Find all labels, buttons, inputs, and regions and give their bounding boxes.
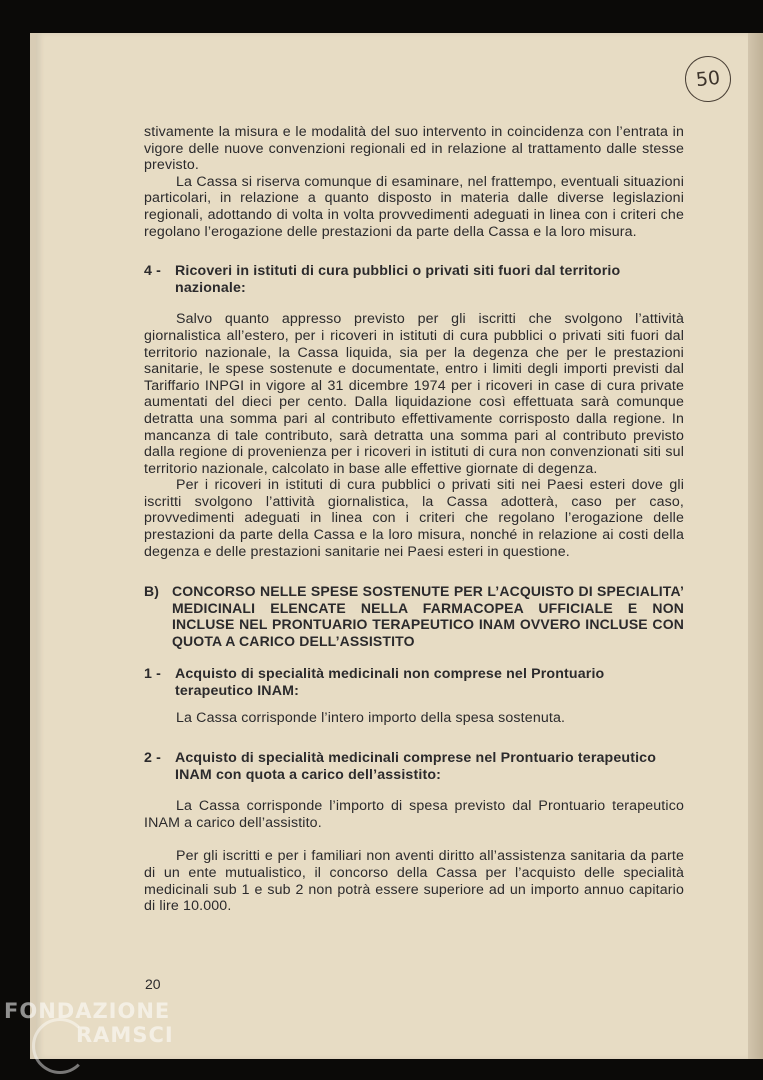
item-title: Acquisto di specialità medicinali non comprese nel Prontuario terapeutico INAM:: [175, 666, 605, 699]
paragraph: stivamente la misura e le modalità del suo intervento in coincidenza con l’entrata in vigore delle nuove convenzioni regionali ed in relazione al trattamento dalle stesse previsto.: [144, 124, 684, 174]
watermark-line: FONDAZIONE: [4, 999, 171, 1023]
paragraph: La Cassa corrisponde l’importo di spesa previsto dal Prontuario terapeutico INAM a carico dell’assistito.: [144, 798, 684, 831]
item-1-heading: [144, 666, 684, 699]
item-title: Acquisto di specialità medicinali comprese nel Prontuario terapeutico INAM con quota a carico dell’assistito:: [175, 750, 657, 783]
section-b-heading: [144, 583, 684, 649]
paragraph: La Cassa corrisponde l’intero importo della spesa sostenuta.: [176, 710, 566, 727]
item-2-heading: [144, 750, 684, 783]
section-4-heading: [144, 263, 684, 296]
paragraph: Per i ricoveri in istituti di cura pubblici o privati siti nei Paesi esteri dove gli iscritti svolgono l’attività giornalistica, la Cassa adotterà, caso per caso, provvedimenti adeguati in linea con i criteri che regolano l’erogazione delle prestazioni da parte della Cassa e la loro misura, nonché in relazione ai costi della degenza e delle prestazioni sanitarie nei Paesi esteri in questione.: [144, 477, 684, 560]
page-number: 20: [145, 976, 161, 992]
section-title: Ricoveri in istituti di cura pubblici o privati siti fuori dal territorio nazionale:: [175, 263, 621, 296]
paragraph: Per gli iscritti e per i familiari non aventi diritto all’assistenza sanitaria da parte di un ente mutualistico, il concorso della Cassa per l’acquisto delle specialità medicinali sub 1 e sub 2 non potrà essere superiore ad un importo annuo capitario di lire 10.000.: [144, 848, 684, 915]
watermark: [4, 999, 174, 1047]
section-number: 4 -: [144, 263, 162, 280]
handwritten-page-stamp: 50: [683, 54, 734, 105]
watermark-line: RAMSCI: [76, 1023, 174, 1047]
paragraph: Salvo quanto appresso previsto per gli iscritti che svolgono l’attività giornalistica all’estero, per i ricoveri in istituti di cura pubblici o privati siti fuori dal territorio nazionale, la Cassa liquida, sia per la degenza che per le prestazioni sanitarie, le spese sostenute e documentate, entro i limiti degli importi previsti dal Tariffario INPGI in vigore al 31 dicembre 1974 per i ricoveri in case di cura private aumentati del dieci per cento. Dalla liquidazione così effettuata sarà comunque detratta una somma pari al contributo effettivamente corrisposto dalla regione. In mancanza di tale contributo, sarà detratta una somma pari al contributo previsto dalla regione di provenienza per i ricoveri in istituti di cura non convenzionati siti sul territorio nazionale, calcolato in base alle effettive giornate di degenza.: [144, 311, 684, 477]
document-body: [144, 124, 684, 915]
section-letter: B): [144, 583, 160, 600]
section-title: CONCORSO NELLE SPESE SOSTENUTE PER L’ACQUISTO DI SPECIALITA’ MEDICINALI ELENCATE NELLA FARMACOPEA UFFICIALE E NON INCLUSE NEL PRONTUARIO TERAPEUTICO INAM OVVERO INCLUSE CON QUOTA A CARICO DELL’ASSISTITO: [172, 583, 684, 649]
page-edge: [748, 33, 763, 1059]
paragraph: La Cassa si riserva comunque di esaminare, nel frattempo, eventuali situazioni particolari, in relazione a quanto disposto in materia dalle diverse legislazioni regionali, adottando di volta in volta provvedimenti adeguati in linea con i criteri che regolano l’erogazione delle prestazioni da parte della Cassa e la loro misura.: [144, 173, 684, 240]
item-number: 2 -: [144, 750, 162, 767]
item-number: 1 -: [144, 666, 162, 683]
